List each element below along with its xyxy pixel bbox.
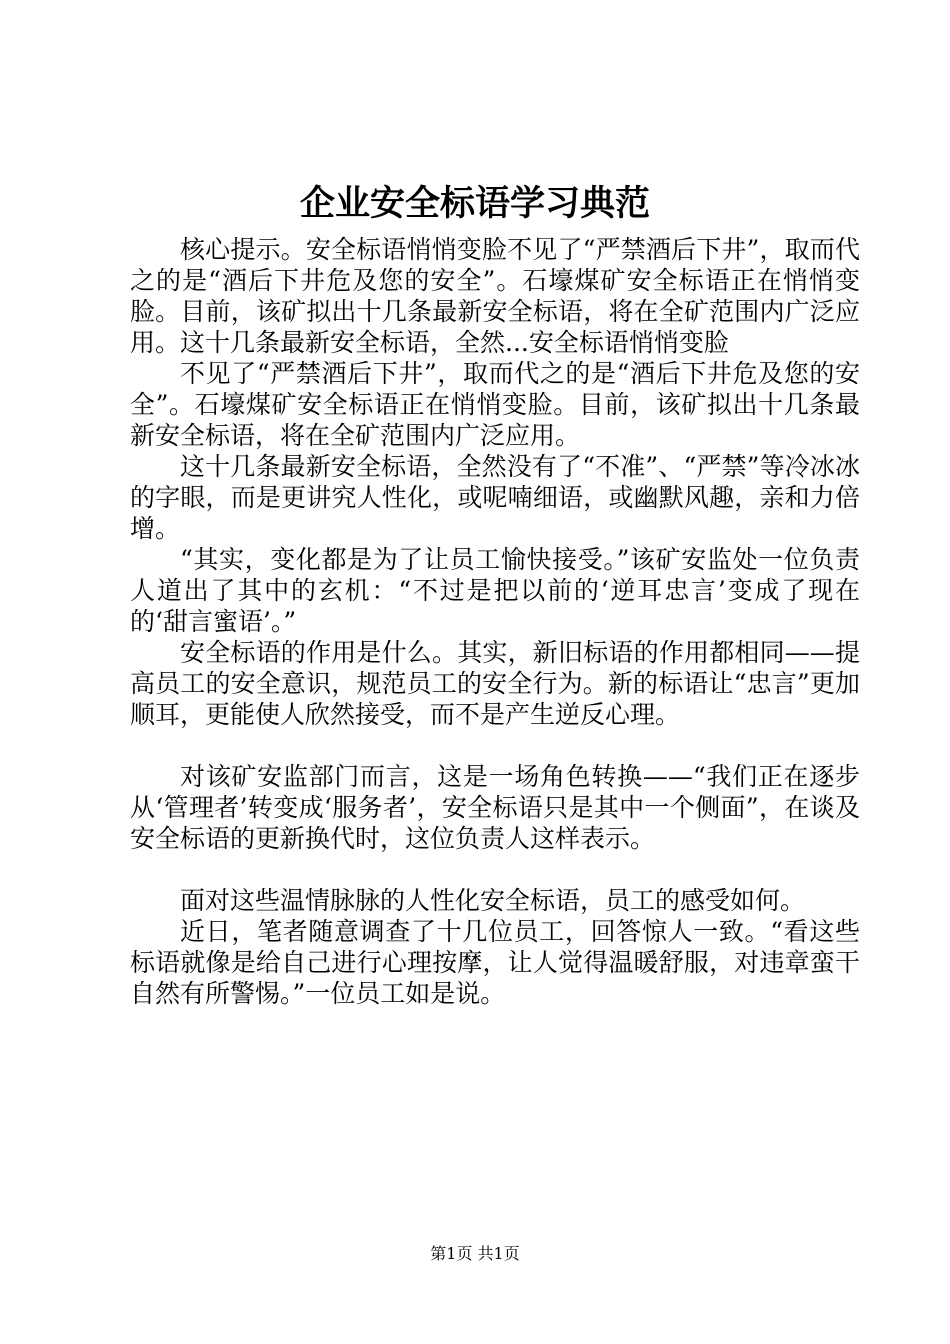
document-title: 企业安全标语学习典范	[299, 183, 650, 224]
paragraph-4: “其实，变化都是为了让员工愉快接受。”该矿安监处一位负责人道出了其中的玄机：“不过是把以前的‘逆耳忠言’变成了现在的‘甜言蜜语’。”	[130, 545, 860, 636]
paragraph-spacer	[130, 730, 860, 761]
document-body	[130, 234, 860, 1009]
paragraph-5: 安全标语的作用是什么。其实，新旧标语的作用都相同——提高员工的安全意识，规范员工的安全行为。新的标语让“忠言”更加顺耳，更能使人欣然接受，而不是产生逆反心理。	[130, 638, 860, 729]
paragraph-6: 对该矿安监部门而言，这是一场角色转换——“我们正在逐步从‘管理者’转变成‘服务者’，安全标语只是其中一个侧面”，在谈及安全标语的更新换代时，这位负责人这样表示。	[130, 762, 860, 853]
paragraph-1: 核心提示。安全标语悄悄变脸不见了“严禁酒后下井”，取而代之的是“酒后下井危及您的安全”。石壕煤矿安全标语正在悄悄变脸。目前，该矿拟出十几条最新安全标语，将在全矿范围内广泛应用。这十几条最新安全标语，全然...安全标语悄悄变脸	[130, 235, 860, 357]
paragraph-7: 面对这些温情脉脉的人性化安全标语，员工的感受如何。	[180, 886, 806, 915]
paragraph-spacer	[130, 854, 860, 885]
page-footer: 第1页 共1页	[430, 1244, 520, 1263]
paragraph-2: 不见了“严禁酒后下井”，取而代之的是“酒后下井危及您的安全”。石壕煤矿安全标语正在悄悄变脸。目前，该矿拟出十几条最新安全标语，将在全矿范围内广泛应用。	[130, 359, 860, 450]
paragraph-8: 近日，笔者随意调查了十几位员工，回答惊人一致。“看这些标语就像是给自己进行心理按摩，让人觉得温暖舒服，对违章蛮干自然有所警惕。”一位员工如是说。	[130, 917, 860, 1008]
paragraph-3: 这十几条最新安全标语，全然没有了“不准”、“严禁”等冷冰冰的字眼，而是更讲究人性化，或呢喃细语，或幽默风趣，亲和力倍增。	[130, 452, 860, 543]
